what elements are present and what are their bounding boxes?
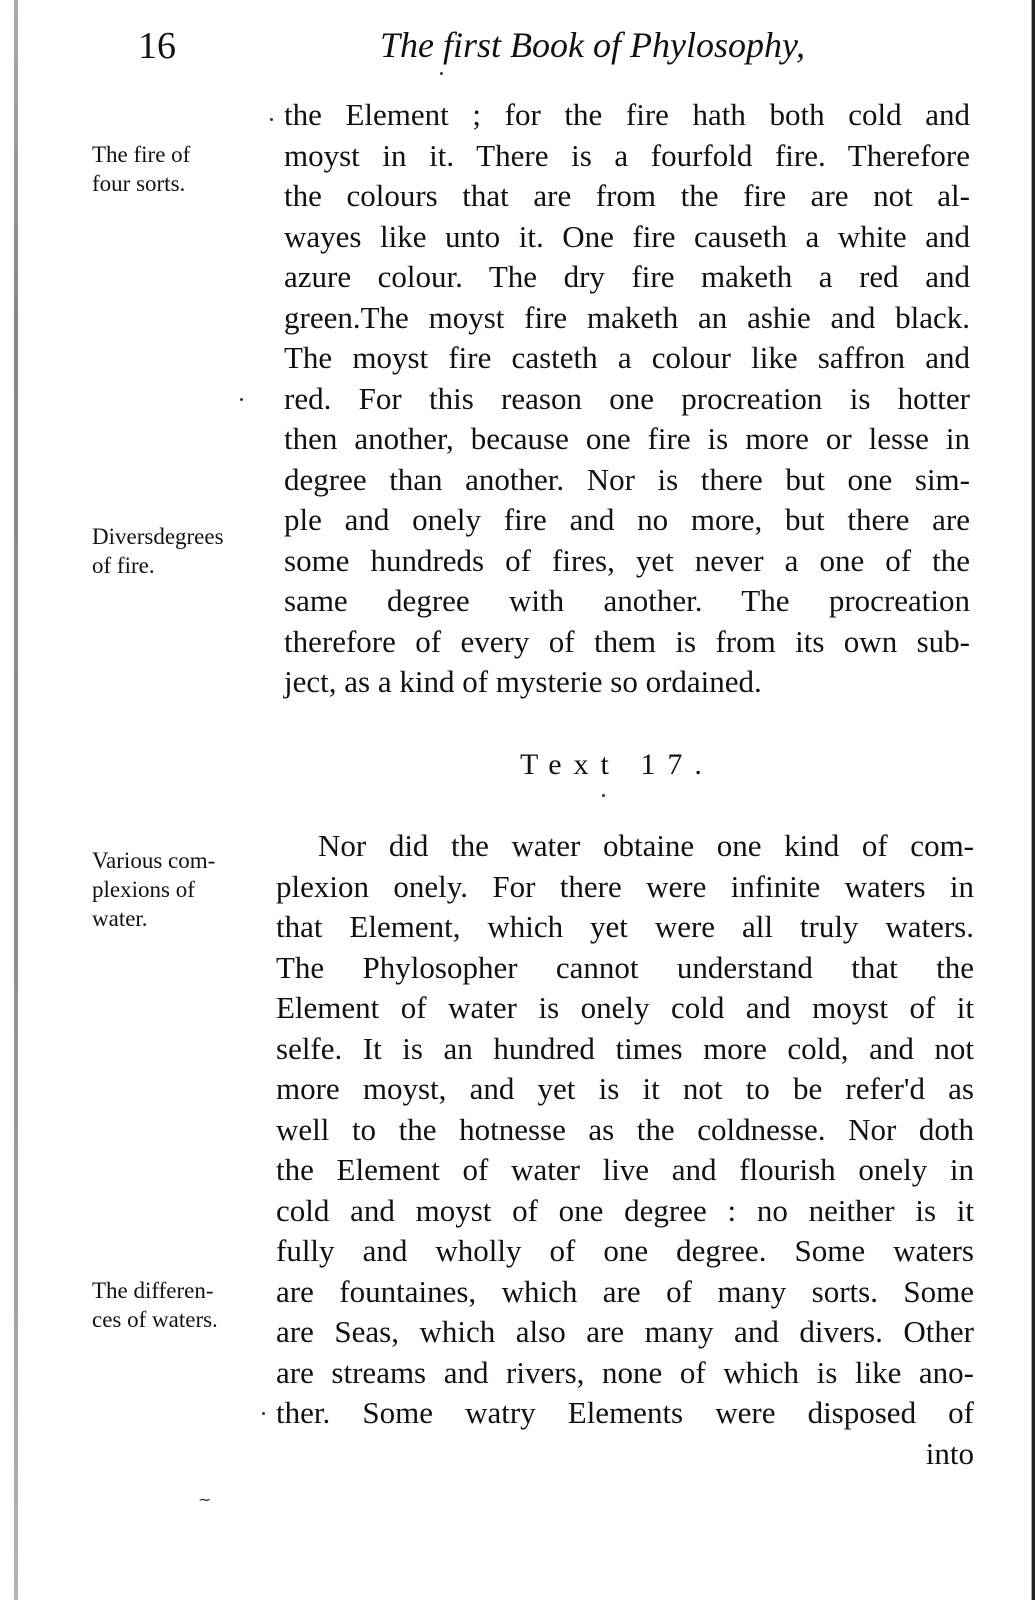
text-line: The moyst fire casteth a colour like saffron and xyxy=(284,340,970,375)
passage-text-17 xyxy=(276,826,974,1474)
margin-note-line: plexions of xyxy=(92,877,195,902)
text-line: Nor did the water obtaine one kind of com- xyxy=(318,828,974,863)
text-line: Element of water is onely cold and moyst of it xyxy=(276,990,974,1025)
text-line: the Element ; for the fire hath both cold and xyxy=(284,97,970,132)
text-line: The Phylosopher cannot understand that the xyxy=(276,949,974,985)
section-heading: Text 17. xyxy=(520,748,714,781)
text-line: some hundreds of fires, yet never a one of the xyxy=(284,542,970,578)
text-line: ple and onely fire and no more, but there are xyxy=(284,502,970,537)
margin-note-line: The differen- xyxy=(92,1278,214,1303)
margin-note-differences-of-waters xyxy=(92,1276,218,1334)
margin-note-line: four sorts. xyxy=(92,171,186,196)
text-line: well to the hotnesse as the coldnesse. Nor doth xyxy=(276,1111,974,1147)
print-speck xyxy=(270,118,273,121)
print-speck xyxy=(440,72,443,75)
text-line: red. For this reason one procreation is hotter xyxy=(284,380,970,416)
text-line: that Element, which yet were all truly waters. xyxy=(276,909,974,944)
margin-note-line: ces of waters. xyxy=(92,1307,218,1332)
running-head: The first Book of Phylosophy, xyxy=(380,25,805,65)
text-line: selfe. It is an hundred times more cold, and not xyxy=(276,1030,974,1066)
print-speck xyxy=(602,794,605,797)
text-line: the colours that are from the fire are not al- xyxy=(284,178,970,213)
margin-note-fire-four-sorts xyxy=(92,140,190,198)
text-line: azure colour. The dry fire maketh a red and xyxy=(284,259,970,294)
text-line: are streams and rivers, none of which is like ano- xyxy=(276,1354,974,1390)
text-line: cold and moyst of one degree : no neither is it xyxy=(276,1192,974,1228)
binding-shadow xyxy=(14,0,18,1600)
margin-note-line: The fire of xyxy=(92,142,191,167)
printer-mark: ~ xyxy=(198,1490,212,1509)
text-line: ject, as a kind of mysterie so ordained. xyxy=(284,664,762,699)
print-speck xyxy=(240,398,243,401)
text-line: degree than another. Nor is there but one sim- xyxy=(284,461,970,497)
text-line: therefore of every of them is from its own sub- xyxy=(284,623,970,659)
margin-note-complexions-of-water xyxy=(92,846,215,933)
print-speck xyxy=(262,1412,265,1415)
text-line: same degree with another. The procreation xyxy=(284,583,970,618)
margin-note-degrees-of-fire xyxy=(92,522,224,580)
text-line: ther. Some watry Elements were disposed of xyxy=(276,1395,974,1430)
page-number: 16 xyxy=(138,25,176,67)
text-line: more moyst, and yet is it not to be refer'd as xyxy=(276,1071,974,1106)
text-line: the Element of water live and flourish onely in xyxy=(276,1152,974,1187)
text-line: are fountaines, which are of many sorts. Some xyxy=(276,1273,974,1309)
passage-text-16-continued xyxy=(284,95,970,703)
margin-note-line: water. xyxy=(92,906,148,931)
text-line: wayes like unto it. One fire causeth a white and xyxy=(284,218,970,254)
text-line: then another, because one fire is more or lesse in xyxy=(284,421,970,456)
text-line: plexion onely. For there were infinite waters in xyxy=(276,868,974,904)
text-line: are Seas, which also are many and divers. Other xyxy=(276,1314,974,1349)
catchword: into xyxy=(925,1435,974,1471)
text-line: moyst in it. There is a fourfold fire. Therefore xyxy=(284,137,970,173)
margin-note-line: Various com- xyxy=(92,848,216,873)
text-line: green.The moyst fire maketh an ashie and black. xyxy=(284,299,970,335)
margin-note-line: of fire. xyxy=(92,553,155,578)
text-line: fully and wholly of one degree. Some waters xyxy=(276,1233,974,1268)
margin-note-line: Diversdegrees xyxy=(92,524,224,549)
